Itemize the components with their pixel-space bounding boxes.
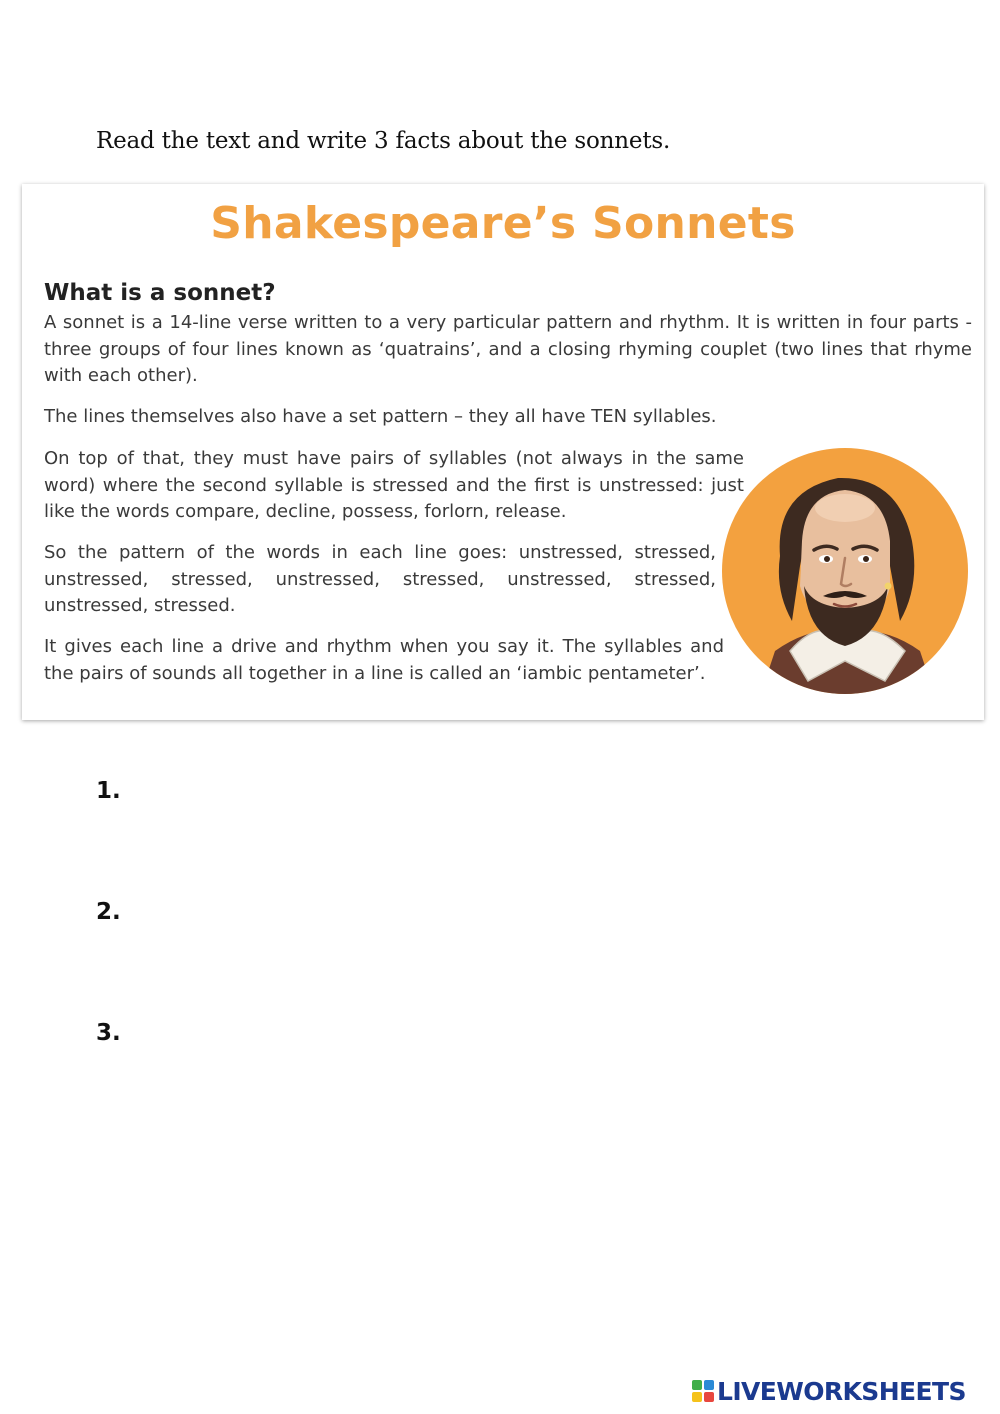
- instruction-text: Read the text and write 3 facts about the sonnets.: [96, 128, 671, 154]
- paragraph-pattern: So the pattern of the words in each line goes: unstressed, stressed, unstressed, stressed, unstressed, stressed, unstressed, stressed, unstressed, stressed.: [44, 542, 716, 616]
- paragraph-syllables: The lines themselves also have a set pattern – they all have TEN syllables.: [44, 406, 717, 427]
- card-title: Shakespeare’s Sonnets: [210, 198, 796, 249]
- paragraph-stress: On top of that, they must have pairs of syllables (not always in the same word) where the second syllable is stressed and the first is unstressed: just like the words compare, decline, possess, forlorn, release.: [44, 448, 744, 522]
- liveworksheets-logo-icon: [692, 1380, 714, 1402]
- brand-name: LIVEWORKSHEETS: [717, 1376, 966, 1406]
- shakespeare-portrait-icon: [720, 446, 970, 696]
- liveworksheets-brand: [692, 1376, 966, 1406]
- paragraph-definition: A sonnet is a 14-line verse written to a very particular pattern and rhythm. It is written in four parts - three groups of four lines known as ‘quatrains’, and a closing rhyming couplet (two lines that rhyme with each other).: [44, 312, 972, 386]
- answer-number-2: 2.: [96, 899, 121, 925]
- paragraph-iambic: It gives each line a drive and rhythm when you say it. The syllables and the pairs of sounds all together in a line is called an ‘iambic pentameter’.: [44, 636, 724, 684]
- card-subheading: What is a sonnet?: [44, 280, 276, 306]
- sonnet-info-card: [22, 184, 984, 720]
- answer-number-1: 1.: [96, 778, 121, 804]
- answer-number-3: 3.: [96, 1020, 121, 1046]
